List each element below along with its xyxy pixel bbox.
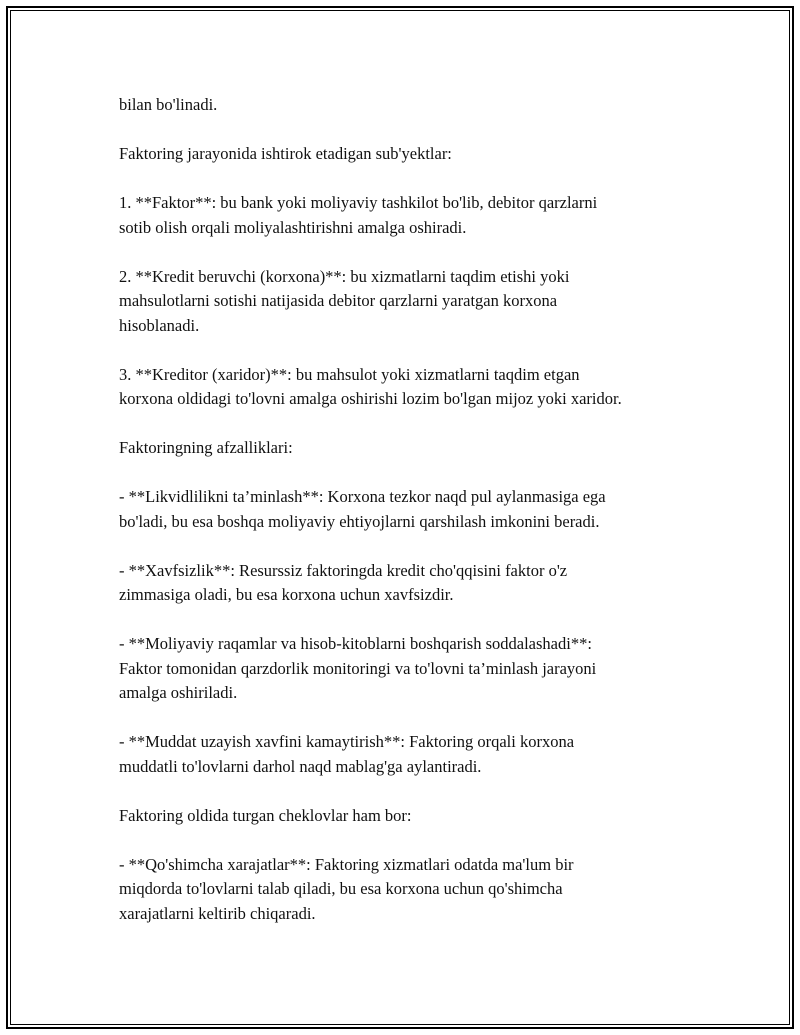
paragraph-advantage-likvidlilik: - **Likvidlilikni ta’minlash**: Korxona tezkor naqd pul aylanmasiga ega bo'ladi, bu esa boshqa moliyaviy ehtiyojlarni qarshilash imkonini beradi. [119, 487, 606, 531]
paragraph-subjects-heading: Faktoring jarayonida ishtirok etadigan sub'yektlar: [119, 144, 452, 163]
page-frame [6, 6, 794, 1029]
paragraph-advantages-heading: Faktoringning afzalliklari: [119, 438, 293, 457]
paragraph-limitations-heading: Faktoring oldida turgan cheklovlar ham bor: [119, 805, 412, 825]
paragraph-limitation-xarajatlar: - **Qo'shimcha xarajatlar**: Faktoring xizmatlari odatda ma'lum bir miqdorda to'lovlarni talab qiladi, bu esa korxona uchun qo'shimcha xarajatlarni keltirib chiqaradi. [119, 854, 574, 923]
paragraph-advantage-xavfsizlik: - **Xavfsizlik**: Resurssiz faktoringda kredit cho'qqisini faktor o'z zimmasiga oladi, bu esa korxona uchun xavfsizdir. [119, 560, 568, 604]
document-body [119, 93, 699, 951]
paragraph-advantage-moliyaviy: - **Moliyaviy raqamlar va hisob-kitoblarni boshqarish soddalashadi**: Faktor tomonidan qarzdorlik monitoringi va to'lovni ta’minlash jarayoni amalga oshiriladi. [119, 634, 597, 702]
paragraph-subject-kreditor: 3. **Kreditor (xaridor)**: bu mahsulot yoki xizmatlarni taqdim etgan korxona oldidagi to'lovni amalga oshirishi lozim bo'lgan mijoz yoki xaridor. [119, 364, 622, 408]
paragraph-advantage-muddat: - **Muddat uzayish xavfini kamaytirish**: Faktoring orqali korxona muddatli to'lovlarni darhol naqd mablag'ga aylantiradi. [119, 732, 575, 776]
paragraph-subject-faktor: 1. **Faktor**: bu bank yoki moliyaviy tashkilot bo'lib, debitor qarzlarni sotib olish orqali moliyalashtirishni amalga oshiradi. [119, 193, 598, 237]
paragraph-subject-kredit-beruvchi: 2. **Kredit beruvchi (korxona)**: bu xizmatlarni taqdim etishi yoki mahsulotlarni sotishi natijasida debitor qarzlarni yaratgan korxona hisoblanadi. [119, 266, 570, 335]
paragraph-continuation: bilan bo'linadi. [119, 95, 218, 114]
